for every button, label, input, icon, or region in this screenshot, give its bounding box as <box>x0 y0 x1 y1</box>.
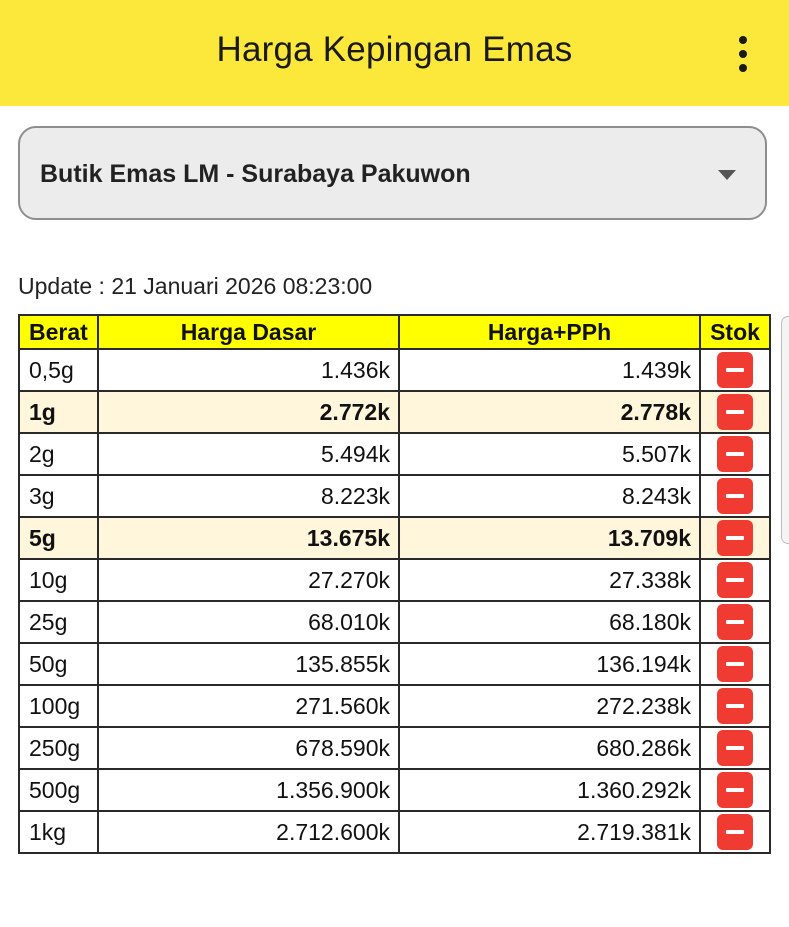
cell-harga-dasar: 8.223k <box>98 475 399 517</box>
cell-berat: 25g <box>19 601 98 643</box>
dropdown-caret-icon <box>718 170 736 180</box>
cell-stok <box>700 391 770 433</box>
cell-stok <box>700 349 770 391</box>
app-title: Harga Kepingan Emas <box>216 30 573 69</box>
cell-harga-dasar: 68.010k <box>98 601 399 643</box>
minus-icon[interactable] <box>717 814 753 850</box>
cell-berat: 10g <box>19 559 98 601</box>
minus-icon[interactable] <box>717 604 753 640</box>
menu-dot <box>739 36 747 44</box>
minus-icon[interactable] <box>717 436 753 472</box>
cell-harga-pph: 136.194k <box>399 643 700 685</box>
cell-stok <box>700 433 770 475</box>
minus-icon[interactable] <box>717 772 753 808</box>
cell-stok <box>700 643 770 685</box>
cell-harga-dasar: 1.356.900k <box>98 769 399 811</box>
cell-berat: 500g <box>19 769 98 811</box>
minus-icon[interactable] <box>717 520 753 556</box>
more-vert-icon[interactable] <box>728 36 758 72</box>
cell-harga-dasar: 678.590k <box>98 727 399 769</box>
header-berat: Berat <box>19 315 98 349</box>
cell-berat: 250g <box>19 727 98 769</box>
minus-icon[interactable] <box>717 394 753 430</box>
minus-icon[interactable] <box>717 478 753 514</box>
cell-harga-pph: 27.338k <box>399 559 700 601</box>
cell-stok <box>700 811 770 853</box>
cell-berat: 1kg <box>19 811 98 853</box>
cell-stok <box>700 475 770 517</box>
cell-harga-dasar: 2.772k <box>98 391 399 433</box>
scrollbar[interactable] <box>781 316 789 544</box>
minus-icon[interactable] <box>717 562 753 598</box>
cell-stok <box>700 601 770 643</box>
cell-harga-dasar: 271.560k <box>98 685 399 727</box>
app-bar <box>0 0 789 106</box>
cell-harga-pph: 13.709k <box>399 517 700 559</box>
header-harga-dasar: Harga Dasar <box>98 315 399 349</box>
header-harga-pph: Harga+PPh <box>399 315 700 349</box>
menu-dot <box>739 64 747 72</box>
cell-harga-pph: 68.180k <box>399 601 700 643</box>
cell-harga-pph: 8.243k <box>399 475 700 517</box>
store-select-value: Butik Emas LM - Surabaya Pakuwon <box>40 160 471 188</box>
cell-stok <box>700 769 770 811</box>
table-row <box>19 391 770 433</box>
cell-harga-pph: 2.778k <box>399 391 700 433</box>
cell-berat: 50g <box>19 643 98 685</box>
minus-icon[interactable] <box>717 352 753 388</box>
table-row <box>19 559 770 601</box>
minus-icon[interactable] <box>717 646 753 682</box>
header-stok: Stok <box>700 315 770 349</box>
table-row <box>19 643 770 685</box>
cell-stok <box>700 517 770 559</box>
cell-harga-pph: 5.507k <box>399 433 700 475</box>
cell-harga-pph: 2.719.381k <box>399 811 700 853</box>
table-header-row <box>19 315 770 349</box>
cell-harga-dasar: 2.712.600k <box>98 811 399 853</box>
cell-harga-dasar: 135.855k <box>98 643 399 685</box>
store-select[interactable] <box>18 126 767 220</box>
cell-harga-dasar: 13.675k <box>98 517 399 559</box>
cell-harga-pph: 1.439k <box>399 349 700 391</box>
price-table <box>18 314 771 854</box>
minus-icon[interactable] <box>717 730 753 766</box>
cell-harga-dasar: 1.436k <box>98 349 399 391</box>
cell-berat: 3g <box>19 475 98 517</box>
table-row <box>19 601 770 643</box>
cell-harga-dasar: 5.494k <box>98 433 399 475</box>
cell-harga-dasar: 27.270k <box>98 559 399 601</box>
table-row <box>19 727 770 769</box>
cell-stok <box>700 727 770 769</box>
minus-icon[interactable] <box>717 688 753 724</box>
cell-berat: 1g <box>19 391 98 433</box>
cell-berat: 2g <box>19 433 98 475</box>
cell-harga-pph: 272.238k <box>399 685 700 727</box>
cell-stok <box>700 685 770 727</box>
menu-dot <box>739 50 747 58</box>
table-row <box>19 517 770 559</box>
cell-harga-pph: 1.360.292k <box>399 769 700 811</box>
update-timestamp: Update : 21 Januari 2026 08:23:00 <box>18 273 373 299</box>
cell-stok <box>700 559 770 601</box>
table-row <box>19 475 770 517</box>
cell-berat: 0,5g <box>19 349 98 391</box>
table-row <box>19 685 770 727</box>
price-rows <box>19 349 770 853</box>
table-row <box>19 349 770 391</box>
table-row <box>19 433 770 475</box>
cell-harga-pph: 680.286k <box>399 727 700 769</box>
table-row <box>19 811 770 853</box>
cell-berat: 5g <box>19 517 98 559</box>
table-row <box>19 769 770 811</box>
cell-berat: 100g <box>19 685 98 727</box>
